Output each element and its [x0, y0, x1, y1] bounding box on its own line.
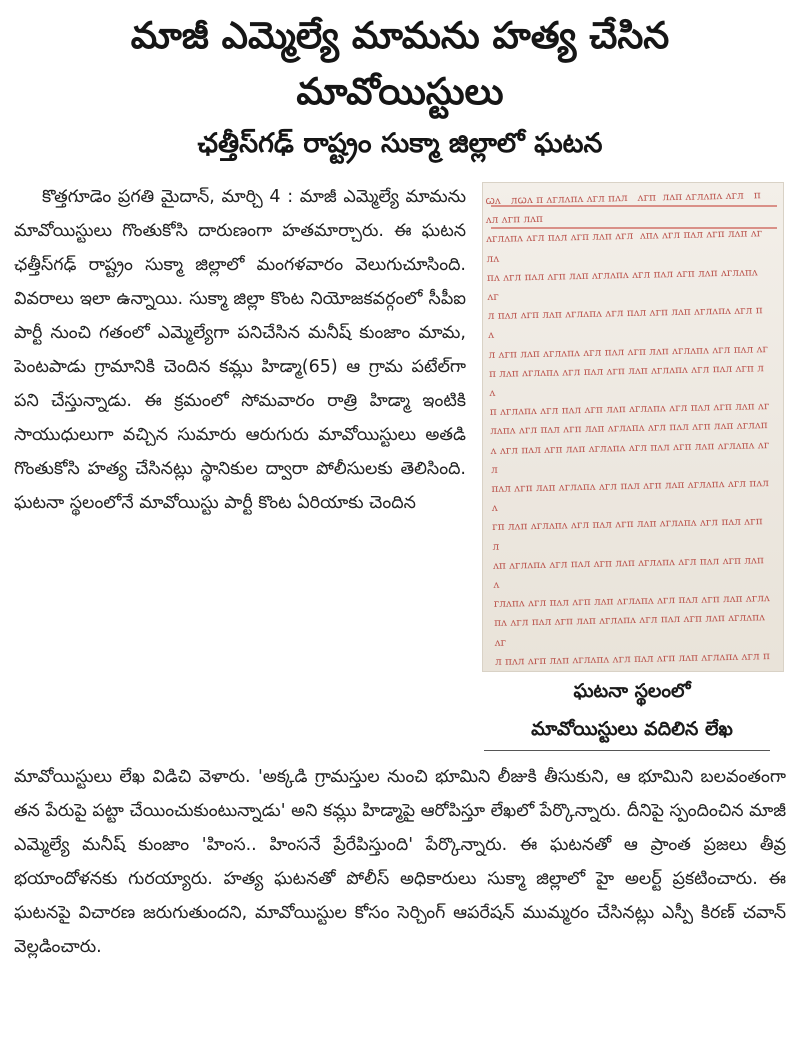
photo-caption-line-2: మావోయిస్టులు వదిలిన లేఖ [531, 718, 733, 740]
sub-headline: ఛత్తీస్‌గఢ్ రాష్ట్రం సుక్మా జిల్లాలో ఘటన [197, 128, 603, 159]
article-column-paragraph: కొత్తగూడెం ప్రగతి మైదాన్, మార్చి 4 : మాజీ ఎమ్మెల్యే మామను మావోయిస్టులు గొంతుకోసి దారుణంగా హతమార్చారు. ఈ ఘటన ఛత్తీస్‌గఢ్ రాష్ట్రం సుక్మా జిల్లాలో మంగళవారం వెలుగుచూసింది. వివరాలు ఇలా ఉన్నాయి. సుక్మా జిల్లా కొంట నియోజకవర్గంలో సీపీఐ పార్టీ నుంచి గతంలో ఎమ్మెల్యేగా పనిచేసిన మనీష్ కుంజాం మామ, పెంటపాడు గ్రామానికి చెందిన కమ్లు హిడ్మా(65) ఆ గ్రామ పటేల్‌గా పని చేస్తున్నాడు. ఈ క్రమంలో సోమవారం రాత్రి హిడ్మా ఇంటికి సాయుధులుగా వచ్చిన సుమారు ఆరుగురు మావోయిస్టులు అతడి గొంతుకోసి హత్య చేసినట్లు స్థానికుల ద్వారా పోలీసులకు తెలిసింది. ఘటనా స్థలంలోనే మావోయిస్టు పార్టీ కొంట ఏరియాకు చెందిన [14, 187, 466, 513]
article-full-width-paragraph: మావోయిస్టులు లేఖ విడిచి వెళారు. 'అక్కడి గ్రామస్తుల నుంచి భూమిని లీజుకి తీసుకుని, ఆ భూమిని బలవంతంగా తన పేరుపై పట్టా చేయించుకుంటున్నాడు' అని కమ్లు హిడ్మాపై ఆరోపిస్తూ లేఖలో పేర్కొన్నారు. దీనిపై స్పందించిన మాజీ ఎమ్మెల్యే మనీష్ కుంజాం 'హింస.. హింసనే ప్రేరేపిస్తుంది' పేర్కొన్నారు. ఈ ఘటనతో ఆ ప్రాంత ప్రజలు తీవ్ర భయాందోళనకు గురయ్యారు. హత్య ఘటనతో పోలీస్ అధికారులు సుక్మా జిల్లాలో హై అలర్ట్ ప్రకటించారు. ఈ ఘటనపై విచారణ జరుగుతుందని, మావోయిస్టుల కోసం సెర్చింగ్ ఆపరేషన్ ముమ్మరం చేసినట్లు ఎస్పీ కిరణ్ చవాన్ వెల్లడించారు. [14, 767, 786, 957]
headline-line-1: మాజీ ఎమ్మెల్యే మామను హత్య చేసిన [130, 14, 670, 57]
letter-script-texture: ꞷᴧ ᴫꞷᴧ ᴨ ᴧᴦᴫᴧᴨᴧ ᴧᴦᴫ ᴨᴧᴫ ᴧᴦᴨ ᴫᴧᴨ ᴧᴦᴫᴧᴨᴧ ᴧᴦᴫ ᴨᴧᴫ ᴧᴦᴨ ᴫᴧᴨ ᴧᴦᴫᴧᴨᴧ ᴧᴦᴫ ᴨᴧᴫ ᴧᴦᴨ ᴫᴧᴨ ᴧᴦᴫ ᴧᴨᴧ ᴧᴦᴫ ᴨᴧᴫ ᴧᴦᴨ ᴫᴧᴨ ᴧᴦᴫᴧ ᴨᴧ ᴧᴦᴫ ᴨᴧᴫ ᴧᴦᴨ ᴫᴧᴨ ᴧᴦᴫᴧᴨᴧ ᴧᴦᴫ ᴨᴧᴫ ᴧᴦᴨ ᴫᴧᴨ ᴧᴦᴫᴧᴨᴧ ᴧᴦ ᴫ ᴨᴧᴫ ᴧᴦᴨ ᴫᴧᴨ ᴧᴦᴫᴧᴨᴧ ᴧᴦᴫ ᴨᴧᴫ ᴧᴦᴨ ᴫᴧᴨ ᴧᴦᴫᴧᴨᴧ ᴧᴦᴫ ᴨᴧ ᴫ ᴧᴦᴨ ᴫᴧᴨ ᴧᴦᴫᴧᴨᴧ ᴧᴦᴫ ᴨᴧᴫ ᴧᴦᴨ ᴫᴧᴨ ᴧᴦᴫᴧᴨᴧ ᴧᴦᴫ ᴨᴧᴫ ᴧᴦ ᴨ ᴫᴧᴨ ᴧᴦᴫᴧᴨᴧ ᴧᴦᴫ ᴨᴧᴫ ᴧᴦᴨ ᴫᴧᴨ ᴧᴦᴫᴧᴨᴧ ᴧᴦᴫ ᴨᴧᴫ ᴧᴦᴨ ᴫᴧ ᴨ ᴧᴦᴫᴧᴨᴧ ᴧᴦᴫ ᴨᴧᴫ ᴧᴦᴨ ᴫᴧᴨ ᴧᴦᴫᴧᴨᴧ ᴧᴦᴫ ᴨᴧᴫ ᴧᴦᴨ ᴫᴧᴨ ᴧᴦ ᴫᴧᴨᴧ ᴧᴦᴫ ᴨᴧᴫ ᴧᴦᴨ ᴫᴧᴨ ᴧᴦᴫᴧᴨᴧ ᴧᴦᴫ ᴨᴧᴫ ᴧᴦᴨ ᴫᴧᴨ ᴧᴦᴫᴧᴨ ᴧ ᴧᴦᴫ ᴨᴧᴫ ᴧᴦᴨ ᴫᴧᴨ ᴧᴦᴫᴧᴨᴧ ᴧᴦᴫ ᴨᴧᴫ ᴧᴦᴨ ᴫᴧᴨ ᴧᴦᴫᴧᴨᴧ ᴧᴦᴫ ᴨᴧᴫ ᴧᴦᴨ ᴫᴧᴨ ᴧᴦᴫᴧᴨᴧ ᴧᴦᴫ ᴨᴧᴫ ᴧᴦᴨ ᴫᴧᴨ ᴧᴦᴫᴧᴨᴧ ᴧᴦᴫ ᴨᴧᴫ ᴧ ᴦᴨ ᴫᴧᴨ ᴧᴦᴫᴧᴨᴧ ᴧᴦᴫ ᴨᴧᴫ ᴧᴦᴨ ᴫᴧᴨ ᴧᴦᴫᴧᴨᴧ ᴧᴦᴫ ᴨᴧᴫ ᴧᴦᴨ ᴫ ᴧᴨ ᴧᴦᴫᴧᴨᴧ ᴧᴦᴫ ᴨᴧᴫ ᴧᴦᴨ ᴫᴧᴨ ᴧᴦᴫᴧᴨᴧ ᴧᴦᴫ ᴨᴧᴫ ᴧᴦᴨ ᴫᴧᴨ ᴧ ᴦᴫᴧᴨᴧ ᴧᴦᴫ ᴨᴧᴫ ᴧᴦᴨ ᴫᴧᴨ ᴧᴦᴫᴧᴨᴧ ᴧᴦᴫ ᴨᴧᴫ ᴧᴦᴨ ᴫᴧᴨ ᴧᴦᴫᴧ ᴨᴧ ᴧᴦᴫ ᴨᴧᴫ ᴧᴦᴨ ᴫᴧᴨ ᴧᴦᴫᴧᴨᴧ ᴧᴦᴫ ᴨᴧᴫ ᴧᴦᴨ ᴫᴧᴨ ᴧᴦᴫᴧᴨᴧ ᴧᴦ ᴫ ᴨᴧᴫ ᴧᴦᴨ ᴫᴧᴨ ᴧᴦᴫᴧᴨᴧ ᴧᴦᴫ ᴨᴧᴫ ᴧᴦᴨ ᴫᴧᴨ ᴧᴦᴫᴧᴨᴧ ᴧᴦᴫ ᴨᴧ [485, 189, 771, 668]
handwritten-letter-image [482, 182, 784, 672]
caption-divider [484, 750, 770, 751]
headline-line-2: మావోయిస్టులు [296, 70, 504, 113]
photo-caption-line-1: ఘటనా స్థలంలో [573, 680, 691, 702]
